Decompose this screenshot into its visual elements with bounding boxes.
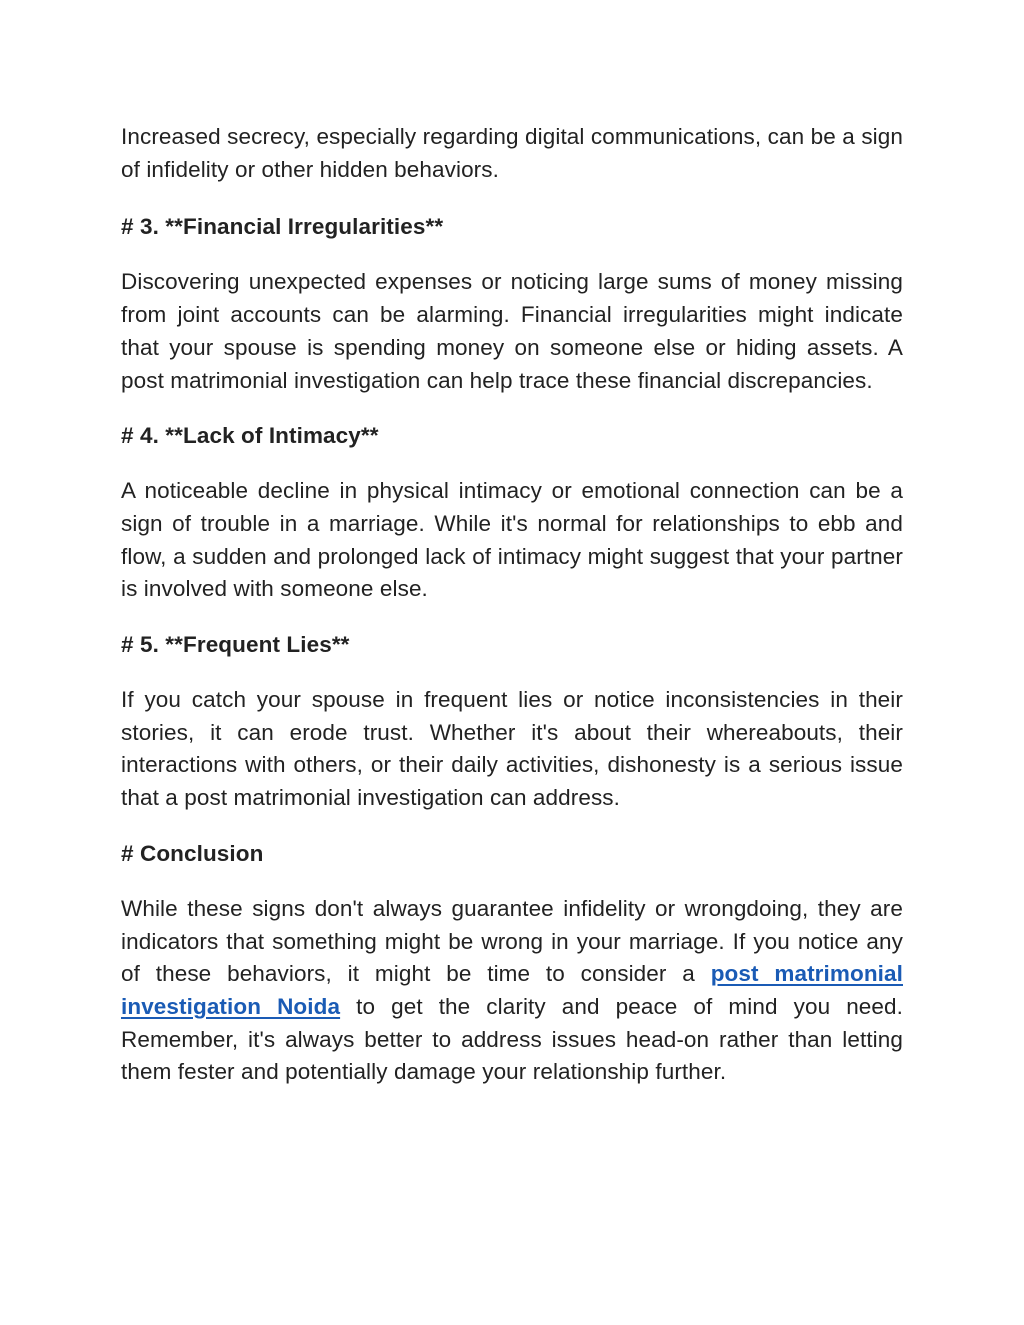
section-financial [121,211,903,397]
section-body: A noticeable decline in physical intimacy or emotional connection can be a sign of trouble in a marriage. While it's normal for relationships to ebb and flow, a sudden and prolonged lack of intimacy might suggest that your partner is involved with someone else. [121,478,903,602]
conclusion-heading: # Conclusion [121,840,264,866]
conclusion-text-after: to get the clarity and peace of mind you need. Remember, it's always better to address issues head-on rather than letting them fester and potentially damage your relationship further. [121,993,904,1085]
section-intimacy [121,420,903,606]
section-heading: # 5. **Frequent Lies** [121,632,350,658]
section-heading: # 4. **Lack of Intimacy** [121,423,379,449]
section-heading: # 3. **Financial Irregularities** [121,214,444,240]
conclusion-paragraph [121,893,903,1089]
section-lies [121,629,903,815]
section-body: Discovering unexpected expenses or noticing large sums of money missing from joint accounts can be alarming. Financial irregularities might indicate that your spouse is spending money on someone else or hiding assets. A post matrimonial investigation can help trace these financial discrepancies. [121,269,903,393]
investigation-link[interactable]: post matrimonial investigation Noida [121,961,903,1019]
document-page [121,121,903,1089]
section-body: If you catch your spouse in frequent lies or notice inconsistencies in their stories, it can erode trust. Whether it's about their whereabouts, their interactions with others, or their daily activities, dishonesty is a serious issue that a post matrimonial investigation can address. [121,687,903,811]
section-conclusion [121,838,903,1089]
intro-paragraph: Increased secrecy, especially regarding digital communications, can be a sign of infidelity or other hidden behaviors. [121,124,903,182]
conclusion-text-before: While these signs don't always guarantee infidelity or wrongdoing, they are indicators that something might be wrong in your marriage. If you notice any of these behaviors, it might be time to consider a [121,895,903,987]
